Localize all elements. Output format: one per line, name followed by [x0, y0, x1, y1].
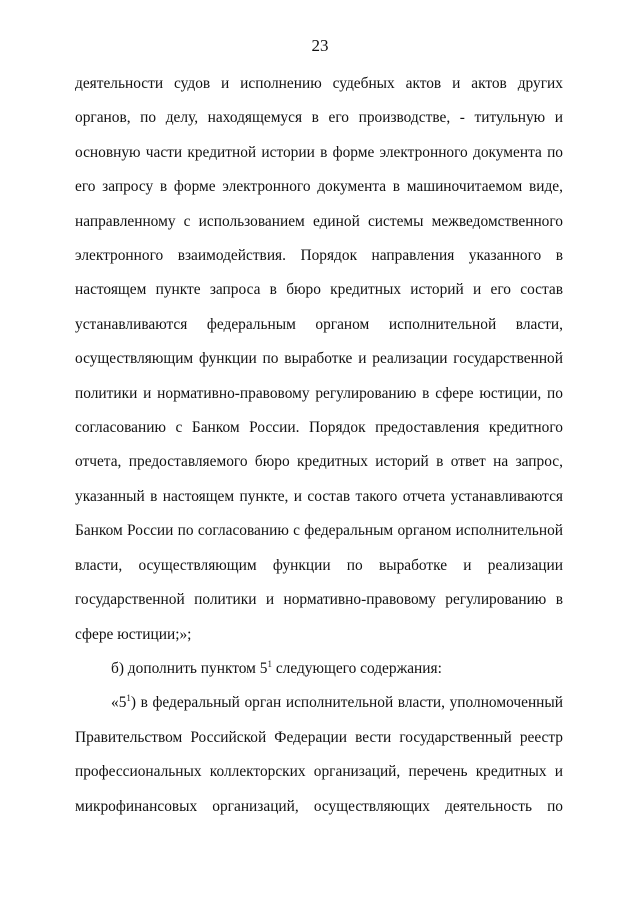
paragraph-credit-history-request: деятельности судов и исполнению судебных актов и актов других органов, по делу, находящемуся в его производстве, - титульную и основную части кредитной истории в форме электронного документа по его запросу в форме электронного документа в машиночитаемом виде, направленному с использованием единой системы межведомственного электронного взаимодействия. Порядок направления указанного в настоящем пункте запроса в бюро кредитных историй и его состав устанавливаются федеральным органом исполнительной власти, осуществляющим функции по выработке и реализации государственной политики и нормативно-правовому регулированию в сфере юстиции, по согласованию с Банком России. Порядок предоставления кредитного отчета, предоставляемого бюро кредитных историй в ответ на запрос, указанный в настоящем пункте, и состав такого отчета устанавливаются Банком России по согласованию с федеральным органом исполнительной власти, осуществляющим функции по выработке и реализации государственной политики и нормативно-правовому регулированию в сфере юстиции;»;	[75, 75, 563, 643]
amendment-b-text-end: следующего содержания:	[271, 659, 442, 677]
document-body	[75, 67, 563, 824]
amendment-b-superscript: 1	[267, 658, 272, 669]
page-number: 23	[311, 36, 329, 55]
amendment-b-text: б) дополнить пунктом 5	[111, 659, 268, 677]
clause-5-1-superscript: 1	[126, 693, 131, 704]
clause-5-1-text: ) в федеральный орган исполнительной власти, уполномоченный Правительством Российской Федерации вести государственный реестр профессиональных коллекторских организаций, перечень кредитных и микрофинансовых организаций, осуществляющих деятельность по	[75, 694, 563, 815]
clause-5-1-open: «5	[111, 694, 127, 712]
paragraph-amendment-b	[75, 652, 563, 686]
paragraph-clause-5-1	[75, 686, 563, 824]
